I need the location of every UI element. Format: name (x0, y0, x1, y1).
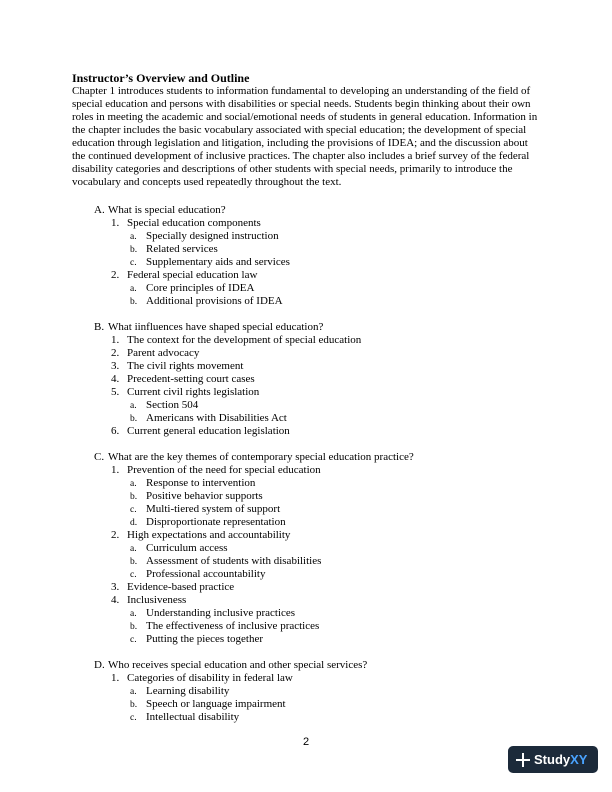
outline-text: What are the key themes of contemporary special education practice? (108, 451, 414, 463)
outline-marker: a. (130, 232, 137, 242)
outline-item (111, 269, 257, 282)
outline-text: Multi-tiered system of support (146, 503, 281, 515)
outline-text: What is special education? (108, 204, 226, 216)
outline-text: Response to intervention (146, 477, 256, 489)
outline-subitem (130, 490, 263, 504)
outline-marker: 6. (111, 425, 120, 437)
outline-marker: c. (130, 713, 137, 723)
outline-text: Inclusiveness (127, 594, 187, 606)
outline-text: Intellectual disability (146, 711, 240, 723)
outline-marker: 1. (111, 217, 120, 229)
outline-text: Professional accountability (146, 568, 266, 580)
outline-text: Putting the pieces together (146, 633, 263, 645)
outline-text: The context for the development of special education (127, 334, 362, 346)
outline-marker: D. (94, 659, 105, 671)
outline-text: The civil rights movement (127, 360, 244, 372)
outline-marker: a. (130, 609, 137, 619)
outline-text: Learning disability (146, 685, 230, 697)
outline-text: Speech or language impairment (146, 698, 286, 710)
intro-line: vocabulary and concepts used repeatedly throughout the text. (72, 176, 342, 188)
outline-text: Prevention of the need for special education (127, 464, 321, 476)
outline-marker: A. (94, 204, 105, 216)
outline-text: Supplementary aids and services (146, 256, 290, 268)
intro-paragraph (72, 85, 547, 189)
outline-section (94, 659, 367, 672)
outline-text: The effectiveness of inclusive practices (146, 620, 320, 632)
outline-subitem (130, 230, 279, 244)
outline-marker: b. (130, 622, 138, 632)
outline-marker: 1. (111, 464, 120, 476)
outline-marker: 5. (111, 386, 120, 398)
brand-name-xy: XY (570, 752, 588, 767)
outline-item (111, 360, 243, 373)
outline-subitem (130, 685, 229, 699)
intro-line: special education and persons with disabilities or special needs. Students begin thinking about their own (72, 98, 531, 110)
outline-marker: b. (130, 492, 138, 502)
studyxy-badge[interactable] (508, 746, 598, 773)
outline-marker: 2. (111, 347, 120, 359)
outline-item (111, 373, 255, 386)
outline-marker: a. (130, 284, 137, 294)
outline-item (111, 464, 321, 477)
outline-text: Core principles of IDEA (146, 282, 255, 294)
outline-subitem (130, 477, 255, 491)
outline-text: Related services (146, 243, 218, 255)
outline-marker: a. (130, 687, 137, 697)
intro-line: the continued development of inclusive practices. The chapter also includes a brief survey of the federal (72, 150, 530, 162)
outline-text: Current civil rights legislation (127, 386, 260, 398)
outline-item (111, 581, 234, 594)
outline-item (111, 334, 361, 347)
outline-item (111, 672, 293, 685)
outline-marker: b. (130, 700, 138, 710)
outline-marker: 1. (111, 334, 120, 346)
outline-subitem (130, 542, 228, 556)
outline-marker: d. (130, 518, 138, 528)
outline-marker: a. (130, 479, 137, 489)
outline-marker: 2. (111, 529, 120, 541)
outline-marker: a. (130, 544, 137, 554)
outline-section (94, 321, 323, 334)
outline-subitem (130, 633, 263, 647)
outline-marker: b. (130, 414, 138, 424)
outline-text: Curriculum access (146, 542, 228, 554)
section-heading: Instructor’s Overview and Outline (72, 71, 250, 85)
outline-marker: C. (94, 451, 105, 463)
outline-text: Special education components (127, 217, 261, 229)
outline-text: High expectations and accountability (127, 529, 291, 541)
outline-marker: 3. (111, 360, 120, 372)
outline-marker: b. (130, 245, 138, 255)
outline-subitem (130, 399, 198, 413)
outline-subitem (130, 698, 286, 712)
outline-marker: b. (130, 297, 138, 307)
outline-item (111, 217, 261, 230)
outline-section (94, 204, 226, 217)
outline-text: Section 504 (146, 399, 199, 411)
outline-text: Precedent-setting court cases (127, 373, 255, 385)
outline-text: Additional provisions of IDEA (146, 295, 283, 307)
outline-item (111, 425, 290, 438)
plus-icon (512, 746, 534, 773)
intro-line: Chapter 1 introduces students to information fundamental to developing an understanding of the field of (72, 85, 531, 97)
outline-subitem (130, 256, 290, 270)
outline-marker: 4. (111, 594, 120, 606)
outline-marker: b. (130, 557, 138, 567)
outline-subitem (130, 711, 239, 725)
outline-text: Parent advocacy (127, 347, 200, 359)
outline-text: Evidence-based practice (127, 581, 235, 593)
outline-text: What iinfluences have shaped special education? (108, 321, 324, 333)
outline-subitem (130, 295, 283, 309)
outline-text: Assessment of students with disabilities (146, 555, 322, 567)
outline-text: Americans with Disabilities Act (146, 412, 287, 424)
outline-marker: c. (130, 505, 137, 515)
outline-text: Specially designed instruction (146, 230, 279, 242)
outline-marker: c. (130, 570, 137, 580)
outline-item (111, 594, 186, 607)
outline-item (111, 529, 290, 542)
outline-text: Disproportionate representation (146, 516, 286, 528)
outline-subitem (130, 412, 287, 426)
outline-subitem (130, 503, 280, 517)
page-number: 2 (302, 736, 310, 748)
intro-line: disability categories and descriptions of other students with special needs, primarily to introduce the (72, 163, 513, 175)
outline-subitem (130, 620, 319, 634)
outline-item (111, 347, 199, 360)
outline-marker: c. (130, 258, 137, 268)
outline-text: Positive behavior supports (146, 490, 263, 502)
outline-marker: 2. (111, 269, 120, 281)
outline-text: Who receives special education and other special services? (108, 659, 368, 671)
outline-marker: 3. (111, 581, 120, 593)
outline-subitem (130, 516, 286, 530)
intro-line: the chapter includes the basic vocabulary associated with special education; the development of special (72, 124, 527, 136)
outline-subitem (130, 555, 321, 569)
outline-text: Understanding inclusive practices (146, 607, 296, 619)
outline-marker: 4. (111, 373, 120, 385)
intro-line: roles in meeting the academic and social/emotional needs of students in general education. Information in (72, 111, 538, 123)
outline-subitem (130, 282, 254, 296)
outline-subitem (130, 568, 265, 582)
outline-section (94, 451, 414, 464)
outline-text: Current general education legislation (127, 425, 290, 437)
outline-text: Categories of disability in federal law (127, 672, 293, 684)
outline-marker: 1. (111, 672, 120, 684)
outline-subitem (130, 607, 295, 621)
intro-line: education through legislation and litigation, including the provisions of IDEA; and the discussion about (72, 137, 528, 149)
outline-item (111, 386, 259, 399)
brand-name-study: Study (534, 752, 571, 767)
outline-marker: B. (94, 321, 105, 333)
outline-text: Federal special education law (127, 269, 258, 281)
outline-subitem (130, 243, 218, 257)
outline-marker: a. (130, 401, 137, 411)
outline-marker: c. (130, 635, 137, 645)
